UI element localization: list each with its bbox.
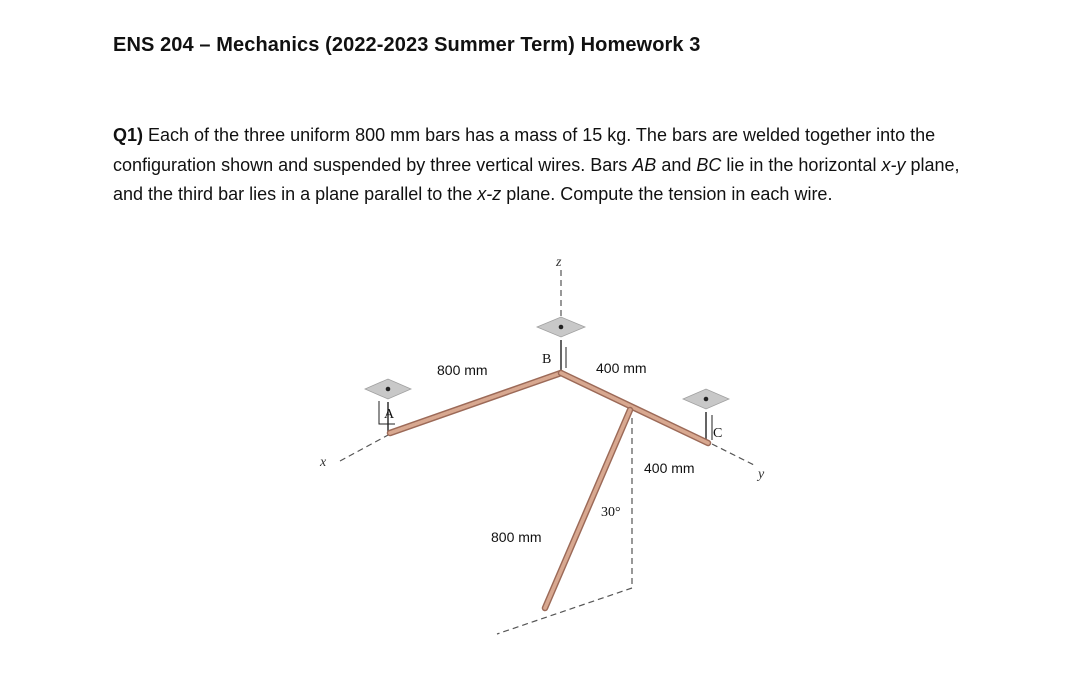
dimension-ab-label: 800 mm bbox=[437, 362, 488, 378]
question-text: plane, and the third bar lies in a plane parallel to the bbox=[113, 154, 960, 204]
support-c-pin bbox=[704, 397, 709, 402]
support-b-pin bbox=[559, 325, 564, 330]
bar-ab bbox=[390, 373, 561, 433]
support-a-pin bbox=[386, 387, 391, 392]
y-axis-dashed-line bbox=[712, 444, 756, 466]
question-text: Each of the three uniform 800 mm bars has a mass of 15 kg. The bars are welded together into the configuration shown and suspended by three vertical wires. Bars bbox=[113, 125, 936, 175]
question-term-bc: BC bbox=[696, 154, 722, 175]
z-axis-label: z bbox=[556, 255, 562, 270]
question-label: Q1) bbox=[113, 125, 144, 145]
page-title: ENS 204 – Mechanics (2022-2023 Summer Term) Homework 3 bbox=[113, 34, 701, 56]
point-a-label: A bbox=[384, 407, 395, 422]
point-b-label: B bbox=[542, 352, 552, 367]
y-axis-label: y bbox=[758, 467, 765, 482]
question-term-xz: x-z bbox=[477, 184, 502, 204]
dimension-inclined-label: 800 mm bbox=[491, 529, 542, 545]
question-text: plane. Compute the tension in each wire. bbox=[501, 184, 833, 204]
question-term-ab: AB bbox=[632, 154, 657, 175]
question-text: and bbox=[656, 154, 697, 175]
question-text: lie in the horizontal bbox=[721, 154, 882, 175]
ground-reference-dashed-line bbox=[497, 588, 632, 634]
question-q1 bbox=[113, 121, 973, 210]
bar-bc bbox=[561, 373, 708, 443]
bar-assembly-figure bbox=[300, 248, 800, 643]
x-axis-label: x bbox=[320, 455, 327, 470]
point-c-label: C bbox=[713, 426, 723, 441]
question-term-xy: x-y bbox=[881, 154, 906, 175]
angle-label: 30° bbox=[601, 505, 621, 520]
dimension-joint-c-label: 400 mm bbox=[644, 460, 695, 476]
dimension-b-joint-label: 400 mm bbox=[596, 360, 647, 376]
x-axis-dashed-line bbox=[340, 434, 390, 461]
